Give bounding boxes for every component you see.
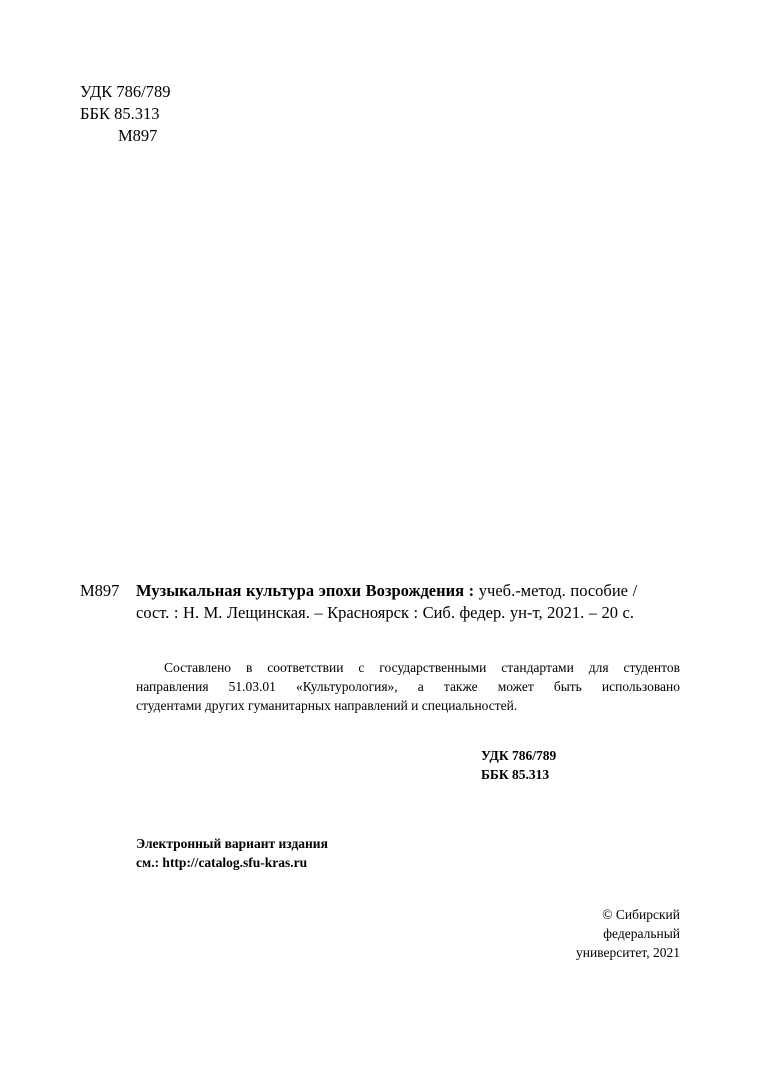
book-title: Музыкальная культура эпохи Возрождения : — [136, 581, 475, 600]
bbk-code-top: ББК 85.313 — [80, 104, 160, 123]
book-type: учеб.-метод. пособие / — [474, 581, 638, 600]
abstract — [136, 658, 680, 715]
electronic-version-url: см.: http://catalog.sfu-kras.ru — [136, 855, 308, 870]
copyright-block — [576, 905, 680, 962]
udk-code-top: УДК 786/789 — [80, 82, 171, 101]
copyright-line-3: университет, 2021 — [576, 945, 680, 960]
abstract-line-1: Составлено в соответствии с государственными стандартами для студентов — [164, 660, 680, 675]
bibliographic-title-line — [136, 580, 637, 602]
bbk-code-bottom: ББК 85.313 — [481, 767, 550, 782]
abstract-line-2: направления 51.03.01 «Культурология», а также может быть использовано — [136, 679, 680, 694]
copyright-line-1: © Сибирский — [602, 907, 680, 922]
abstract-line-3: студентами других гуманитарных направлений и специальностей. — [136, 698, 518, 713]
copyright-line-2: федеральный — [603, 926, 680, 941]
electronic-version-label: Электронный вариант издания — [136, 836, 328, 851]
udk-code-bottom: УДК 786/789 — [481, 748, 557, 763]
bibliographic-imprint-line: сост. : Н. М. Лещинская. – Красноярск : Сиб. федер. ун-т, 2021. – 20 с. — [136, 603, 634, 622]
bibliographic-author-mark: М897 — [80, 581, 120, 600]
author-mark-top: М897 — [118, 126, 158, 145]
